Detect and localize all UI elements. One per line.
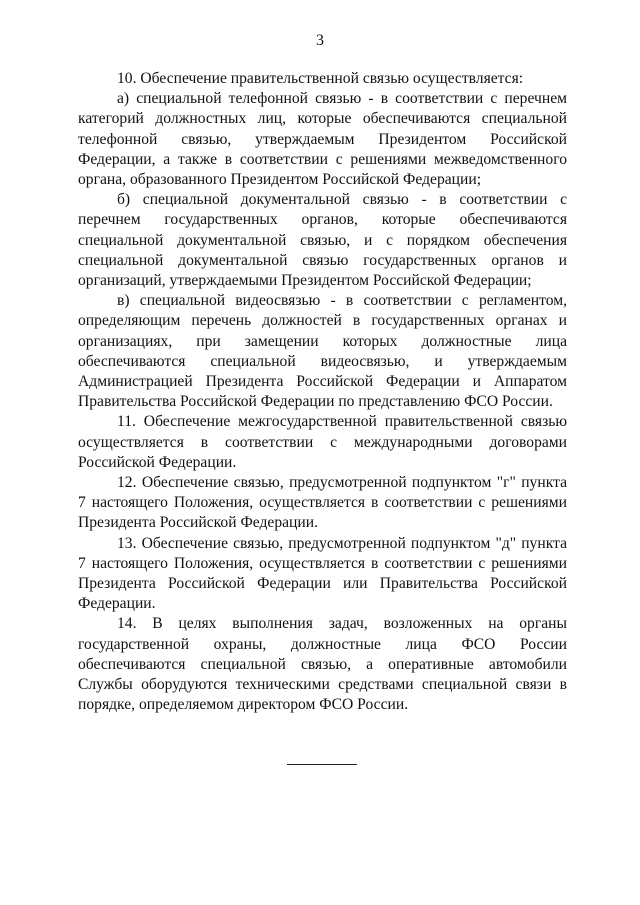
paragraph-10a-telephone: а) специальной телефонной связью - в соответствии с перечнем категорий должностных лиц, которые обеспечиваются специальной телефонной связью, утверждаемым Президентом Российской Федерации, а также в соответствии с решениями межведомственного органа, образованного Президентом Российской Федерации;: [78, 90, 567, 189]
paragraph-10-intro: 10. Обеспечение правительственной связью осуществляется:: [117, 70, 524, 87]
paragraph-10b-documentary: б) специальной документальной связью - в соответствии с перечнем государственных органов, которые обеспечиваются специальной документальной связью, и с порядком обеспечения специальной документальной связью государственных органов и организаций, утверждаемыми Президентом Российской Федерации;: [78, 191, 567, 290]
paragraph-10v-video: в) специальной видеосвязью - в соответствии с регламентом, определяющим перечень должностей в государственных органах и организациях, при замещении которых должностные лица обеспечиваются специальной видеосвязью, и утверждаемым Администрацией Президента Российской Федерации и Аппаратом Правительства Российской Федерации по представлению ФСО России.: [78, 292, 567, 411]
paragraph-14: 14. В целях выполнения задач, возложенных на органы государственной охраны, должностные лица ФСО России обеспечиваются специальной связью, а оперативные автомобили Службы оборудуются техническими средствами специальной связи в порядке, определяемом директором ФСО России.: [78, 615, 567, 714]
document-body: [78, 69, 567, 716]
closing-rule: [287, 764, 357, 765]
paragraph-12: 12. Обеспечение связью, предусмотренной подпунктом "г" пункта 7 настоящего Положения, осуществляется в соответствии с решениями Президента Российской Федерации.: [78, 474, 567, 532]
paragraph-13: 13. Обеспечение связью, предусмотренной подпунктом "д" пункта 7 настоящего Положения, осуществляется в соответствии с решениями Президента Российской Федерации или Правительства Российской Федерации.: [78, 534, 567, 613]
paragraph-11: 11. Обеспечение межгосударственной правительственной связью осуществляется в соответствии с международными договорами Российской Федерации.: [78, 413, 567, 471]
page-number: 3: [316, 32, 324, 49]
